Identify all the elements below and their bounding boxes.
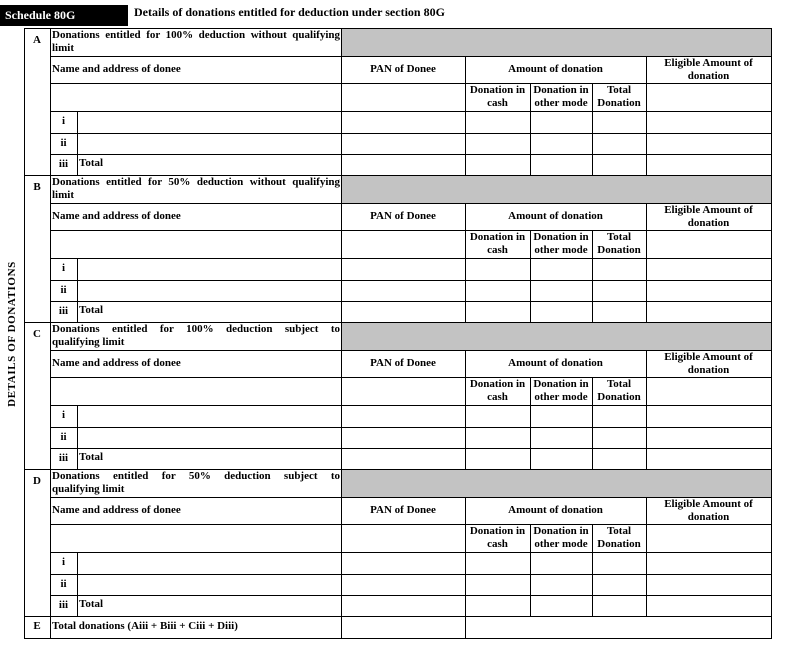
total-donation-header: Total Donation	[597, 525, 641, 550]
schedule-label: Schedule 80G	[0, 5, 128, 26]
total-donation-field[interactable]	[593, 112, 645, 132]
other-mode-amount-field[interactable]	[531, 112, 591, 132]
section-title-line1: Donations entitled for 50% deduction without qualifying	[52, 176, 340, 188]
eligible-amount-header: Eligible Amount of donation	[664, 351, 753, 376]
section-title-line1: Donations entitled for 100% deduction subject to	[52, 323, 340, 335]
pan-field[interactable]	[342, 302, 464, 321]
grid-line	[50, 574, 772, 575]
row-label: ii	[60, 431, 67, 443]
total-label: Total	[79, 451, 104, 463]
eligible-amount-field[interactable]	[647, 406, 770, 426]
pan-field[interactable]	[342, 406, 464, 426]
other-mode-amount-field[interactable]	[531, 553, 591, 573]
grid-line	[24, 28, 25, 617]
section-letter: D	[33, 475, 41, 487]
eligible-amount-header: Eligible Amount of donation	[664, 57, 753, 82]
grid-line	[50, 405, 772, 406]
eligible-amount-field[interactable]	[647, 302, 770, 321]
total-donation-field[interactable]	[593, 259, 645, 279]
section-letter: C	[33, 328, 41, 340]
section-title-line1: Donations entitled for 50% deduction subject to	[52, 470, 340, 482]
pan-field[interactable]	[342, 112, 464, 132]
section-shading	[342, 323, 771, 350]
grid-line	[341, 322, 342, 470]
grid-line	[646, 83, 772, 84]
summary-total-field[interactable]	[466, 617, 770, 637]
total-donation-field[interactable]	[593, 428, 645, 447]
section-letter: B	[33, 181, 41, 193]
cash-amount-field[interactable]	[466, 449, 529, 468]
name-address-header: Name and address of donee	[52, 504, 181, 516]
grid-line	[465, 203, 466, 323]
pan-header: PAN of Donee	[370, 63, 436, 75]
cash-amount-field[interactable]	[466, 596, 529, 615]
other-mode-header: Donation in other mode	[533, 231, 589, 256]
grid-line	[77, 552, 78, 617]
other-mode-amount-field[interactable]	[531, 281, 591, 300]
grid-line	[24, 469, 772, 470]
other-mode-amount-field[interactable]	[531, 596, 591, 615]
grid-line	[50, 322, 51, 470]
row-label: i	[61, 262, 66, 274]
grid-line	[50, 595, 772, 596]
row-label: ii	[60, 137, 67, 149]
grid-line	[530, 83, 531, 176]
grid-line	[50, 301, 772, 302]
grid-line	[646, 203, 647, 323]
pan-field[interactable]	[342, 553, 464, 573]
cash-amount-field[interactable]	[466, 134, 529, 153]
amount-header: Amount of donation	[508, 504, 603, 516]
row-label: ii	[60, 284, 67, 296]
grid-line	[646, 230, 772, 231]
grid-line	[50, 377, 466, 378]
grid-line	[530, 230, 531, 323]
cash-amount-field[interactable]	[466, 112, 529, 132]
pan-field[interactable]	[342, 449, 464, 468]
grid-line	[50, 56, 772, 57]
other-mode-header: Donation in other mode	[533, 525, 589, 550]
donee-name-field[interactable]	[78, 134, 340, 153]
grid-line	[771, 469, 772, 617]
other-mode-amount-field[interactable]	[531, 259, 591, 279]
other-mode-amount-field[interactable]	[531, 428, 591, 447]
other-mode-amount-field[interactable]	[531, 134, 591, 153]
total-label: Total	[79, 598, 104, 610]
section-title-line1: Donations entitled for 100% deduction without qualifying	[52, 29, 340, 41]
grid-line	[77, 111, 78, 176]
eligible-amount-header: Eligible Amount of donation	[664, 498, 753, 523]
row-label: i	[61, 556, 66, 568]
grid-line	[24, 175, 772, 176]
grid-line	[50, 133, 772, 134]
grid-line	[50, 230, 466, 231]
row-label: iii	[58, 305, 69, 317]
amount-header: Amount of donation	[508, 63, 603, 75]
grid-line	[77, 405, 78, 470]
cash-amount-field[interactable]	[466, 553, 529, 573]
grid-line	[50, 280, 772, 281]
grid-line	[646, 56, 647, 176]
section-title-line2: limit	[52, 189, 74, 201]
total-label: Total	[79, 304, 104, 316]
row-label: iii	[58, 452, 69, 464]
grid-line	[50, 203, 772, 204]
eligible-amount-field[interactable]	[647, 112, 770, 132]
total-donation-field[interactable]	[593, 302, 645, 321]
grid-line	[465, 230, 647, 231]
row-label: ii	[60, 578, 67, 590]
eligible-amount-field[interactable]	[647, 281, 770, 300]
section-title-line2: limit	[52, 42, 74, 54]
donee-name-field[interactable]	[78, 281, 340, 300]
grid-line	[341, 616, 342, 639]
total-donation-field[interactable]	[593, 281, 645, 300]
grid-line	[592, 83, 593, 176]
grid-line	[771, 28, 772, 176]
total-donation-field[interactable]	[593, 134, 645, 153]
grid-line	[646, 497, 647, 617]
name-address-header: Name and address of donee	[52, 210, 181, 222]
grid-line	[465, 83, 647, 84]
cash-amount-field[interactable]	[466, 281, 529, 300]
grid-line	[50, 427, 772, 428]
grid-line	[24, 638, 772, 639]
grid-line	[50, 154, 772, 155]
pan-header: PAN of Donee	[370, 210, 436, 222]
grid-line	[465, 497, 466, 617]
pan-field[interactable]	[342, 596, 464, 615]
grid-line	[341, 469, 342, 617]
grid-line	[341, 175, 342, 323]
total-donation-field[interactable]	[593, 449, 645, 468]
cash-header: Donation in cash	[469, 525, 526, 550]
pan-field[interactable]	[342, 428, 464, 447]
cash-header: Donation in cash	[469, 231, 526, 256]
eligible-amount-header: Eligible Amount of donation	[664, 204, 753, 229]
other-mode-amount-field[interactable]	[531, 406, 591, 426]
cash-amount-field[interactable]	[466, 155, 529, 174]
section-shading	[342, 29, 771, 56]
section-title-line2: qualifying limit	[52, 483, 125, 495]
summary-letter: E	[33, 620, 41, 632]
grid-line	[24, 616, 772, 617]
total-donation-field[interactable]	[593, 155, 645, 174]
grid-line	[341, 28, 342, 176]
grid-line	[50, 524, 466, 525]
other-mode-amount-field[interactable]	[531, 302, 591, 321]
cash-amount-field[interactable]	[466, 406, 529, 426]
pan-field[interactable]	[342, 575, 464, 594]
grid-line	[50, 111, 772, 112]
grid-line	[646, 524, 772, 525]
grid-line	[24, 616, 25, 639]
eligible-amount-field[interactable]	[647, 428, 770, 447]
name-address-header: Name and address of donee	[52, 63, 181, 75]
row-label: i	[61, 409, 66, 421]
pan-field[interactable]	[342, 155, 464, 174]
donee-name-field[interactable]	[78, 575, 340, 594]
donee-name-field[interactable]	[78, 259, 340, 279]
amount-header: Amount of donation	[508, 210, 603, 222]
donee-name-field[interactable]	[78, 406, 340, 426]
grid-line	[465, 377, 647, 378]
eligible-amount-field[interactable]	[647, 596, 770, 615]
amount-header: Amount of donation	[508, 357, 603, 369]
grid-line	[465, 524, 647, 525]
summary-label: Total donations (Aiii + Biii + Ciii + Diii)	[52, 620, 238, 632]
grid-line	[24, 28, 772, 29]
cash-header: Donation in cash	[469, 378, 526, 403]
grid-line	[77, 258, 78, 323]
other-mode-header: Donation in other mode	[533, 378, 589, 403]
grid-line	[50, 616, 51, 639]
schedule-title: Details of donations entitled for deduction under section 80G	[134, 5, 445, 19]
eligible-amount-field[interactable]	[647, 155, 770, 174]
grid-line	[646, 350, 647, 470]
pan-field[interactable]	[342, 281, 464, 300]
grid-line	[50, 28, 51, 176]
grid-line	[50, 552, 772, 553]
total-donation-header: Total Donation	[597, 378, 641, 403]
pan-field[interactable]	[342, 134, 464, 153]
grid-line	[50, 258, 772, 259]
grid-line	[24, 322, 772, 323]
total-donation-field[interactable]	[593, 575, 645, 594]
grid-line	[50, 448, 772, 449]
other-mode-amount-field[interactable]	[531, 575, 591, 594]
name-address-header: Name and address of donee	[52, 357, 181, 369]
total-donation-field[interactable]	[593, 406, 645, 426]
eligible-amount-field[interactable]	[647, 553, 770, 573]
side-label-text: DETAILS OF DONATIONS	[6, 261, 18, 407]
eligible-amount-field[interactable]	[647, 134, 770, 153]
summary-pan-field[interactable]	[342, 617, 464, 637]
grid-line	[530, 524, 531, 617]
other-mode-header: Donation in other mode	[533, 84, 589, 109]
section-shading	[342, 470, 771, 497]
grid-line	[771, 175, 772, 323]
row-label: i	[61, 115, 66, 127]
grid-line	[530, 377, 531, 470]
grid-line	[465, 350, 466, 470]
pan-field[interactable]	[342, 259, 464, 279]
grid-line	[50, 350, 772, 351]
other-mode-amount-field[interactable]	[531, 155, 591, 174]
section-shading	[342, 176, 771, 203]
row-label: iii	[58, 158, 69, 170]
donee-name-field[interactable]	[78, 112, 340, 132]
total-donation-field[interactable]	[593, 553, 645, 573]
row-label: iii	[58, 599, 69, 611]
grid-line	[50, 469, 51, 617]
pan-header: PAN of Donee	[370, 357, 436, 369]
grid-line	[50, 83, 466, 84]
total-donation-field[interactable]	[593, 596, 645, 615]
total-label: Total	[79, 157, 104, 169]
grid-line	[465, 616, 466, 639]
cash-amount-field[interactable]	[466, 302, 529, 321]
grid-line	[465, 56, 466, 176]
eligible-amount-field[interactable]	[647, 259, 770, 279]
donee-name-field[interactable]	[78, 428, 340, 447]
grid-line	[646, 377, 772, 378]
total-donation-header: Total Donation	[597, 231, 641, 256]
eligible-amount-field[interactable]	[647, 449, 770, 468]
pan-header: PAN of Donee	[370, 504, 436, 516]
section-letter: A	[33, 34, 41, 46]
eligible-amount-field[interactable]	[647, 575, 770, 594]
grid-line	[50, 497, 772, 498]
cash-amount-field[interactable]	[466, 259, 529, 279]
grid-line	[771, 616, 772, 639]
donee-name-field[interactable]	[78, 553, 340, 573]
cash-amount-field[interactable]	[466, 428, 529, 447]
grid-line	[592, 377, 593, 470]
grid-line	[50, 175, 51, 323]
side-label	[0, 0, 24, 646]
section-title-line2: qualifying limit	[52, 336, 125, 348]
cash-amount-field[interactable]	[466, 575, 529, 594]
other-mode-amount-field[interactable]	[531, 449, 591, 468]
total-donation-header: Total Donation	[597, 84, 641, 109]
cash-header: Donation in cash	[469, 84, 526, 109]
grid-line	[771, 322, 772, 470]
grid-line	[592, 524, 593, 617]
grid-line	[592, 230, 593, 323]
